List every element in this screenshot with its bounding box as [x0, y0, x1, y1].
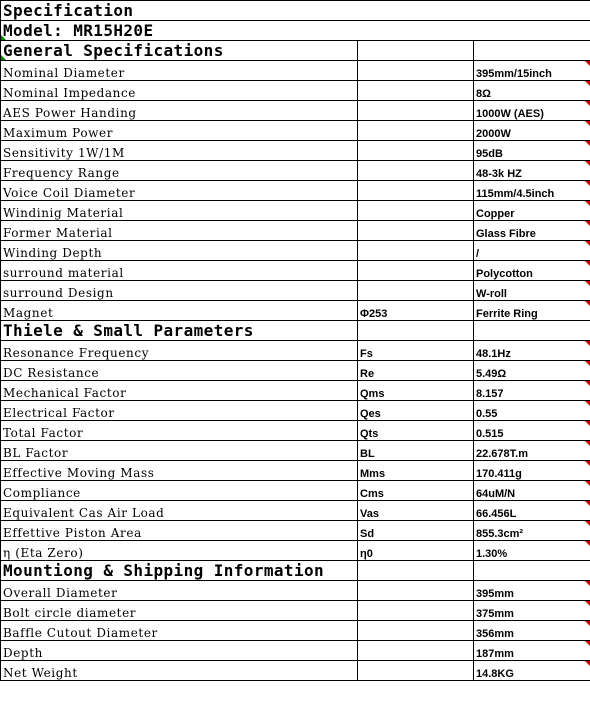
- spec-row: [1, 501, 590, 521]
- spec-symbol[interactable]: Sd: [358, 521, 474, 541]
- spec-row: [1, 141, 590, 161]
- section-header-row: [1, 41, 590, 61]
- sheet-body: [1, 1, 590, 681]
- spec-value[interactable]: W-roll: [474, 281, 590, 301]
- spec-value[interactable]: Polycotton: [474, 261, 590, 281]
- spec-row: [1, 241, 590, 261]
- spec-symbol[interactable]: [358, 281, 474, 301]
- spec-symbol[interactable]: [358, 581, 474, 601]
- title-row: [1, 1, 590, 21]
- spec-value[interactable]: 48-3k HZ: [474, 161, 590, 181]
- spec-label[interactable]: Bolt circle diameter: [1, 601, 358, 621]
- section-heading[interactable]: General Specifications: [1, 41, 358, 61]
- spec-symbol[interactable]: [358, 661, 474, 681]
- spec-symbol[interactable]: [358, 161, 474, 181]
- spec-value[interactable]: 187mm: [474, 641, 590, 661]
- spec-row: [1, 401, 590, 421]
- spec-label[interactable]: Maximum Power: [1, 121, 358, 141]
- spec-label[interactable]: Effettive Piston Area: [1, 521, 358, 541]
- model-name[interactable]: Model: MR15H20E: [1, 21, 590, 41]
- spec-row: [1, 621, 590, 641]
- spec-value[interactable]: Copper: [474, 201, 590, 221]
- section-heading[interactable]: Thiele & Small Parameters: [1, 321, 358, 341]
- spec-row: [1, 641, 590, 661]
- spec-value[interactable]: 48.1Hz: [474, 341, 590, 361]
- spec-label[interactable]: AES Power Handing: [1, 101, 358, 121]
- section-heading[interactable]: Mountiong & Shipping Information: [1, 561, 358, 581]
- spec-row: [1, 301, 590, 321]
- spec-value[interactable]: 1000W (AES): [474, 101, 590, 121]
- spec-symbol[interactable]: [358, 61, 474, 81]
- spec-symbol[interactable]: [358, 141, 474, 161]
- spec-symbol[interactable]: [358, 221, 474, 241]
- spec-value[interactable]: 64uM/N: [474, 481, 590, 501]
- spec-label[interactable]: Overall Diameter: [1, 581, 358, 601]
- spec-row: [1, 81, 590, 101]
- spec-symbol[interactable]: [358, 121, 474, 141]
- spec-value[interactable]: 8Ω: [474, 81, 590, 101]
- spec-row: [1, 381, 590, 401]
- spec-symbol[interactable]: [358, 81, 474, 101]
- spec-label[interactable]: Voice Coil Diameter: [1, 181, 358, 201]
- spec-symbol[interactable]: Φ253: [358, 301, 474, 321]
- spec-label[interactable]: Nominal Impedance: [1, 81, 358, 101]
- empty-cell[interactable]: [474, 561, 590, 581]
- spec-row: [1, 121, 590, 141]
- spec-row: [1, 521, 590, 541]
- spec-label[interactable]: Windinig Material: [1, 201, 358, 221]
- spec-value[interactable]: 395mm: [474, 581, 590, 601]
- spec-symbol[interactable]: Fs: [358, 341, 474, 361]
- spec-label[interactable]: DC Resistance: [1, 361, 358, 381]
- empty-cell[interactable]: [358, 41, 474, 61]
- spec-row: [1, 61, 590, 81]
- spec-label[interactable]: Sensitivity 1W/1M: [1, 141, 358, 161]
- spec-label[interactable]: Compliance: [1, 481, 358, 501]
- spec-label[interactable]: surround material: [1, 261, 358, 281]
- spec-symbol[interactable]: [358, 261, 474, 281]
- spec-row: [1, 661, 590, 681]
- spec-label[interactable]: Depth: [1, 641, 358, 661]
- spec-label[interactable]: Resonance Frequency: [1, 341, 358, 361]
- spec-symbol[interactable]: Vas: [358, 501, 474, 521]
- spec-value[interactable]: 0.515: [474, 421, 590, 441]
- spec-value[interactable]: Glass Fibre: [474, 221, 590, 241]
- spec-symbol[interactable]: Qms: [358, 381, 474, 401]
- spec-label[interactable]: Electrical Factor: [1, 401, 358, 421]
- spec-value[interactable]: 95dB: [474, 141, 590, 161]
- spec-value[interactable]: 22.678T.m: [474, 441, 590, 461]
- spec-symbol[interactable]: Re: [358, 361, 474, 381]
- spec-symbol[interactable]: Mms: [358, 461, 474, 481]
- spec-symbol[interactable]: Qes: [358, 401, 474, 421]
- spec-symbol[interactable]: [358, 601, 474, 621]
- spec-symbol[interactable]: [358, 101, 474, 121]
- spec-label[interactable]: Nominal Diameter: [1, 61, 358, 81]
- spec-row: [1, 221, 590, 241]
- spec-value[interactable]: 375mm: [474, 601, 590, 621]
- spec-row: [1, 161, 590, 181]
- spec-value[interactable]: 855.3cm²: [474, 521, 590, 541]
- spec-value[interactable]: Ferrite Ring: [474, 301, 590, 321]
- spec-label[interactable]: Winding Depth: [1, 241, 358, 261]
- spec-value[interactable]: 115mm/4.5inch: [474, 181, 590, 201]
- spec-symbol[interactable]: Cms: [358, 481, 474, 501]
- spec-label[interactable]: η (Eta Zero): [1, 541, 358, 561]
- spec-row: [1, 541, 590, 561]
- spec-label[interactable]: Former Material: [1, 221, 358, 241]
- spec-symbol[interactable]: Qts: [358, 421, 474, 441]
- spec-value[interactable]: 356mm: [474, 621, 590, 641]
- empty-cell[interactable]: [358, 321, 474, 341]
- spec-value[interactable]: 1.30%: [474, 541, 590, 561]
- spec-value[interactable]: 8.157: [474, 381, 590, 401]
- spec-value[interactable]: 5.49Ω: [474, 361, 590, 381]
- spec-label[interactable]: Baffle Cutout Diameter: [1, 621, 358, 641]
- section-header-row: [1, 561, 590, 581]
- spec-label[interactable]: Magnet: [1, 301, 358, 321]
- spec-symbol[interactable]: [358, 181, 474, 201]
- spec-label[interactable]: Total Factor: [1, 421, 358, 441]
- spec-row: [1, 361, 590, 381]
- spec-row: [1, 421, 590, 441]
- spec-label[interactable]: Frequency Range: [1, 161, 358, 181]
- sheet-title[interactable]: Specification: [1, 1, 590, 21]
- spec-label[interactable]: surround Design: [1, 281, 358, 301]
- spec-row: [1, 481, 590, 501]
- section-header-row: [1, 321, 590, 341]
- spec-label[interactable]: Effective Moving Mass: [1, 461, 358, 481]
- spec-symbol[interactable]: η0: [358, 541, 474, 561]
- spec-row: [1, 441, 590, 461]
- spec-row: [1, 281, 590, 301]
- spec-row: [1, 181, 590, 201]
- spec-value[interactable]: 0.55: [474, 401, 590, 421]
- spec-row: [1, 201, 590, 221]
- spec-label[interactable]: BL Factor: [1, 441, 358, 461]
- spec-value[interactable]: 2000W: [474, 121, 590, 141]
- empty-cell[interactable]: [358, 561, 474, 581]
- empty-cell[interactable]: [474, 41, 590, 61]
- spec-symbol[interactable]: [358, 201, 474, 221]
- spec-row: [1, 261, 590, 281]
- spec-label[interactable]: Mechanical Factor: [1, 381, 358, 401]
- model-row: [1, 21, 590, 41]
- spec-row: [1, 461, 590, 481]
- spec-symbol[interactable]: [358, 621, 474, 641]
- spec-row: [1, 581, 590, 601]
- spec-row: [1, 341, 590, 361]
- spec-symbol[interactable]: [358, 241, 474, 261]
- spec-row: [1, 601, 590, 621]
- spec-value[interactable]: 14.8KG: [474, 661, 590, 681]
- spec-value[interactable]: /: [474, 241, 590, 261]
- empty-cell[interactable]: [474, 321, 590, 341]
- spec-row: [1, 101, 590, 121]
- spec-symbol[interactable]: [358, 641, 474, 661]
- spec-symbol[interactable]: BL: [358, 441, 474, 461]
- spec-value[interactable]: 395mm/15inch: [474, 61, 590, 81]
- spec-value[interactable]: 66.456L: [474, 501, 590, 521]
- spec-value[interactable]: 170.411g: [474, 461, 590, 481]
- spec-label[interactable]: Net Weight: [1, 661, 358, 681]
- spec-label[interactable]: Equivalent Cas Air Load: [1, 501, 358, 521]
